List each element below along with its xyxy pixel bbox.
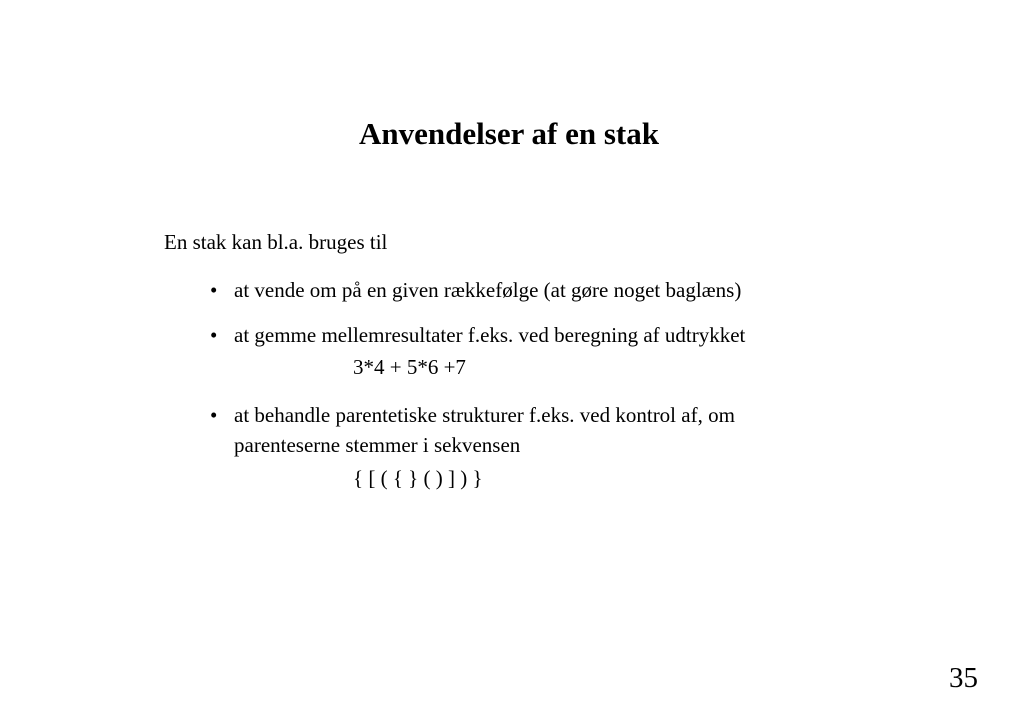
page-number: 35 bbox=[949, 662, 978, 694]
slide-title: Anvendelser af en stak bbox=[359, 116, 659, 151]
intro-text: En stak kan bl.a. bruges til bbox=[164, 230, 388, 254]
bullet-text: at gemme mellemresultater f.eks. ved beregning af udtrykket bbox=[234, 323, 746, 347]
bullet-text-line: parenteserne stemmer i sekvensen bbox=[234, 433, 521, 457]
bullet-dot: • bbox=[210, 278, 218, 302]
bullet-text-line: at behandle parentetiske strukturer f.eks. ved kontrol af, om bbox=[234, 403, 735, 427]
bullet-text: at vende om på en given rækkefølge (at gøre noget baglæns) bbox=[234, 278, 742, 302]
bullet-dot: • bbox=[210, 323, 218, 347]
bullet-dot: • bbox=[210, 403, 218, 427]
parenthesis-sequence-example: { [ ( { } ( ) ] ) } bbox=[353, 466, 483, 490]
expression-example: 3*4 + 5*6 +7 bbox=[353, 355, 466, 379]
bullet-text bbox=[234, 400, 735, 460]
